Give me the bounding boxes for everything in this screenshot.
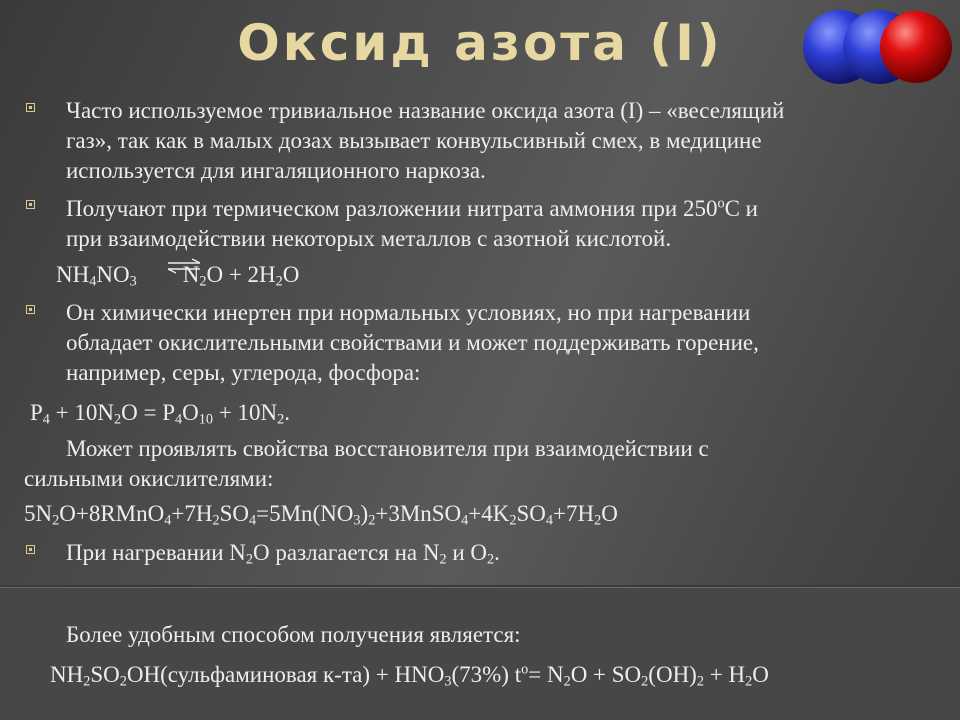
eq-text: O+8RMnO — [59, 501, 165, 526]
bullet-3-line-3: например, серы, углерода, фосфора: — [66, 360, 421, 385]
eq-text: P — [30, 400, 43, 425]
eq-text: + H — [703, 662, 746, 687]
eq-sub: 4 — [545, 512, 554, 529]
reducer-line-1: Может проявлять свойства восстановителя при взаимодействии с — [66, 436, 709, 461]
eq-sub: 2 — [275, 273, 283, 290]
eq-text: SO — [90, 662, 120, 687]
eq-sub: 2 — [641, 673, 649, 690]
eq-text: . — [494, 540, 500, 565]
eq-sub: 4 — [164, 512, 172, 529]
eq-text: N — [182, 262, 200, 287]
equation-sulfamic-acid — [50, 660, 769, 689]
equation-permanganate — [24, 499, 618, 528]
eq-sub: 4 — [461, 512, 469, 529]
eq-text: SO — [219, 501, 249, 526]
eq-text: O — [282, 262, 300, 287]
degree-mark: о — [717, 195, 725, 212]
eq-text: ) — [360, 501, 369, 526]
divider — [0, 585, 960, 588]
eq-text: +4K — [468, 501, 510, 526]
eq-text: OH(сульфаминовая к-та) + HNO — [126, 662, 445, 687]
eq-text: O — [601, 501, 618, 526]
reducer-line-2: сильными окислителями: — [24, 466, 274, 491]
eq-sub: 2 — [745, 673, 753, 690]
bottom-band — [0, 588, 960, 720]
eq-text: . — [284, 400, 290, 425]
eq-sub: 3 — [129, 273, 137, 290]
eq-text: O + SO — [570, 662, 642, 687]
bullet-2-line-2: при взаимодействии некоторых металлов с азотной кислотой. — [66, 226, 672, 251]
bullet-2-line-1 — [66, 194, 758, 223]
eq-text: +7H — [171, 501, 213, 526]
eq-sub: 10 — [198, 411, 214, 428]
eq-sub: 4 — [175, 411, 183, 428]
eq-text: +7H — [553, 501, 595, 526]
eq-sub: 2 — [439, 551, 447, 568]
eq-sub: 2 — [199, 273, 207, 290]
eq-sub: 2 — [594, 512, 602, 529]
page-title: Оксид азота (I) — [237, 14, 723, 72]
oxygen-atom — [880, 11, 952, 83]
eq-sub: 3 — [444, 673, 452, 690]
reversible-arrow-icon — [166, 258, 202, 274]
eq-sub: 2 — [212, 512, 220, 529]
eq-text: (OH) — [648, 662, 697, 687]
eq-sub: 2 — [277, 411, 285, 428]
eq-sub: 2 — [509, 512, 517, 529]
eq-sub: 2 — [114, 411, 122, 428]
bullet-1-line-1: Часто используемое тривиальное название оксида азота (I) – «веселящий — [66, 98, 785, 123]
eq-sub: 4 — [42, 411, 50, 428]
equation-phosphorus — [30, 398, 290, 427]
bullet-3-line-2: обладает окислительными свойствами и может поддерживать горение, — [66, 330, 759, 355]
eq-sub: 4 — [248, 512, 257, 529]
eq-text: 5N — [24, 501, 53, 526]
eq-text: =5Mn(NO — [256, 501, 354, 526]
eq-sub: 2 — [487, 551, 495, 568]
bullet-4-line-1 — [66, 538, 500, 567]
eq-sub: 2 — [245, 551, 254, 568]
eq-text: = N — [528, 662, 564, 687]
eq-text: O + 2H — [206, 262, 276, 287]
n2o-molecule-icon — [800, 6, 960, 88]
bullet-1-line-2: газ», так как в малых дозах вызывает конвульсивный смех, в медицине — [66, 128, 762, 153]
eq-text: O — [752, 662, 769, 687]
eq-sub: 2 — [696, 673, 704, 690]
square-bullet-icon — [26, 103, 35, 112]
eq-text: и O — [446, 540, 487, 565]
eq-sub: 2 — [52, 512, 60, 529]
eq-sub: 2 — [83, 673, 91, 690]
bullet-1-line-3: используется для ингаляционного наркоза. — [66, 158, 486, 183]
square-bullet-icon — [26, 545, 35, 554]
eq-sub: 2 — [563, 673, 571, 690]
bottom-intro: Более удобным способом получения является: — [66, 622, 521, 647]
eq-text: NH — [56, 262, 90, 287]
eq-sub: 2 — [368, 512, 376, 529]
square-bullet-icon — [26, 200, 35, 209]
eq-text: NO — [96, 262, 130, 287]
eq-text: O разлагается на N — [253, 540, 440, 565]
eq-sup: o — [521, 661, 529, 678]
eq-text: NH — [50, 662, 84, 687]
bullet-2-text-b: С и — [724, 196, 758, 221]
eq-text: +3MnSO — [375, 501, 462, 526]
eq-sub: 3 — [353, 512, 361, 529]
eq-text: + 10N — [213, 400, 278, 425]
eq-text: O = P — [121, 400, 176, 425]
eq-sub: 2 — [119, 673, 127, 690]
bullet-3-line-1: Он химически инертен при нормальных условиях, но при нагревании — [66, 300, 751, 325]
bullet-2-text-a: Получают при термическом разложении нитрата аммония при 250 — [66, 196, 718, 221]
square-bullet-icon — [26, 305, 35, 314]
eq-text: SO — [516, 501, 546, 526]
eq-text: При нагревании N — [66, 540, 246, 565]
eq-text: (73%) t — [451, 662, 522, 687]
eq-sub: 4 — [89, 273, 97, 290]
eq-text: + 10N — [49, 400, 115, 425]
eq-text: O — [182, 400, 199, 425]
